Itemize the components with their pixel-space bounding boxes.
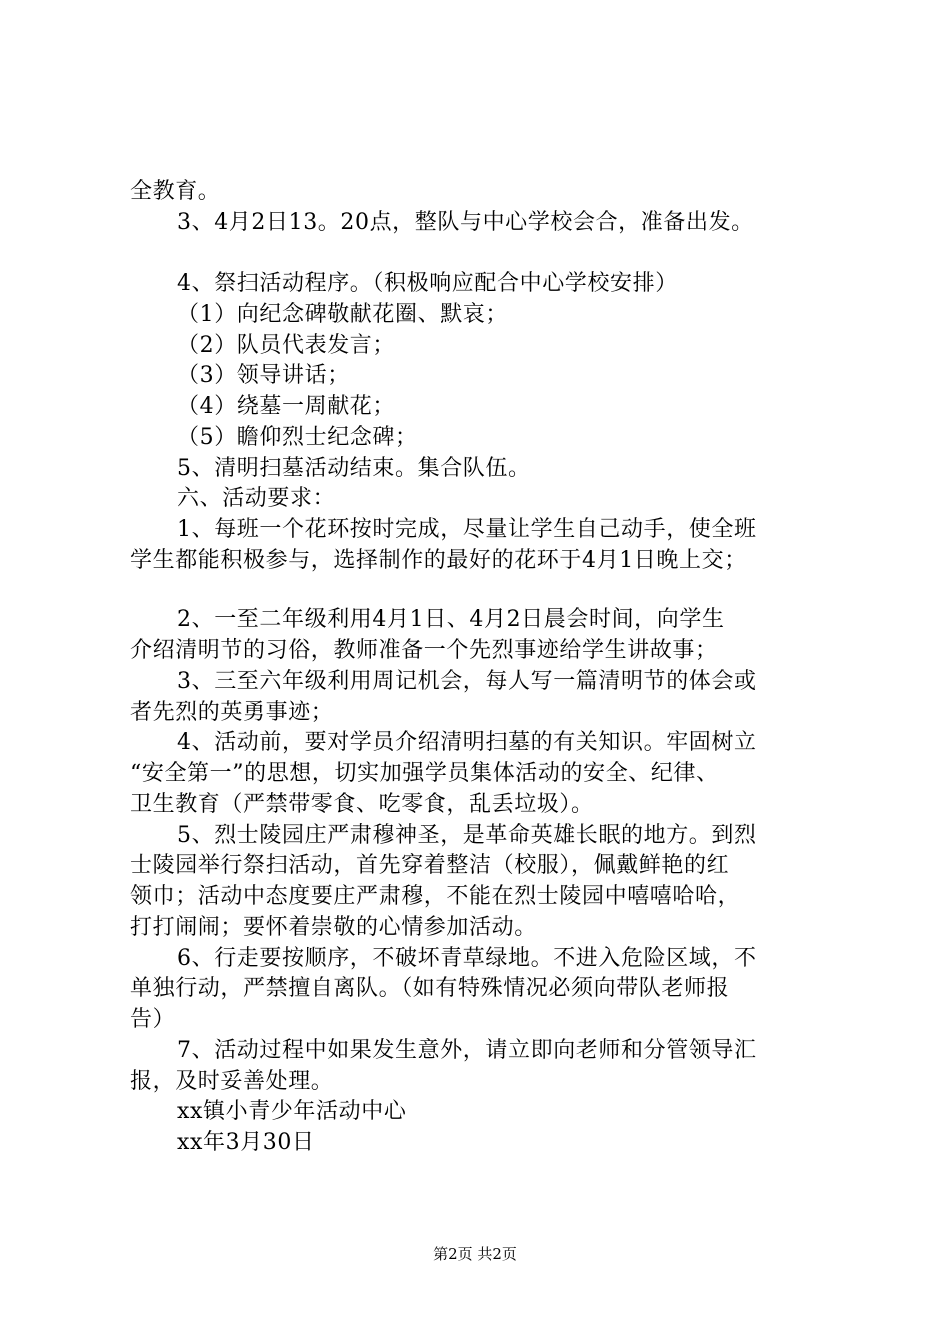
text-line: 5、烈士陵园庄严肃穆神圣，是革命英雄长眠的地方。到烈 [177,823,757,848]
text-line: 3、4月2日13。20点，整队与中心学校会合，准备出发。 [177,210,754,235]
text-line: 告） [130,1007,176,1032]
text-line: 者先烈的英勇事迹； [130,700,334,725]
text-line: 领巾；活动中态度要庄严肃穆，不能在烈士陵园中嘻嘻哈哈， [130,884,741,909]
text-line: 2、一至二年级利用4月1日、4月2日晨会时间，向学生 [177,607,725,632]
page-number-footer: 第2页 共2页 [433,1245,517,1263]
text-line: （5）瞻仰烈士纪念碑； [177,425,418,450]
text-line: （1）向纪念碑敬献花圈、默哀； [177,302,508,327]
text-line: 4、活动前，要对学员介绍清明扫墓的有关知识。牢固树立 [177,730,757,755]
text-line: 5、清明扫墓活动结束。集合队伍。 [177,456,531,481]
signature-organization: xx镇小青少年活动中心 [177,1099,407,1124]
text-line: 单独行动，严禁擅自离队。（如有特殊情况必须向带队老师报 [130,976,730,1001]
text-line: 6、行走要按顺序，不破坏青草绿地。不进入危险区域，不 [177,946,757,971]
text-line: （4）绕墓一周献花； [177,394,395,419]
text-line: 3、三至六年级利用周记机会，每人写一篇清明节的体会或 [177,669,757,694]
text-line: 全教育。 [130,179,221,204]
text-line: 4、祭扫活动程序。（积极响应配合中心学校安排） [177,271,678,296]
text-line: 7、活动过程中如果发生意外，请立即向老师和分管领导汇 [177,1038,757,1063]
text-line: 报，及时妥善处理。 [130,1069,334,1094]
text-line: 打打闹闹；要怀着崇敬的心情参加活动。 [130,915,537,940]
text-line: 六、活动要求： [177,486,336,511]
text-line: 士陵园举行祭扫活动，首先穿着整洁（校服），佩戴鲜艳的红 [130,853,730,878]
text-line: 学生都能积极参与，选择制作的最好的花环于4月1日晚上交； [130,548,747,573]
text-line: 卫生教育（严禁带零食、吃零食，乱丢垃圾）。 [130,792,594,817]
text-line: 1、每班一个花环按时完成，尽量让学生自己动手，使全班 [177,517,757,542]
text-line: （2）队员代表发言； [177,333,395,358]
text-line: 介绍清明节的习俗，教师准备一个先烈事迹给学生讲故事； [130,638,718,663]
text-line: “安全第一”的思想，切实加强学员集体活动的安全、纪律、 [130,761,719,786]
text-line: （3）领导讲话； [177,363,350,388]
signature-date: xx年3月30日 [177,1130,315,1155]
